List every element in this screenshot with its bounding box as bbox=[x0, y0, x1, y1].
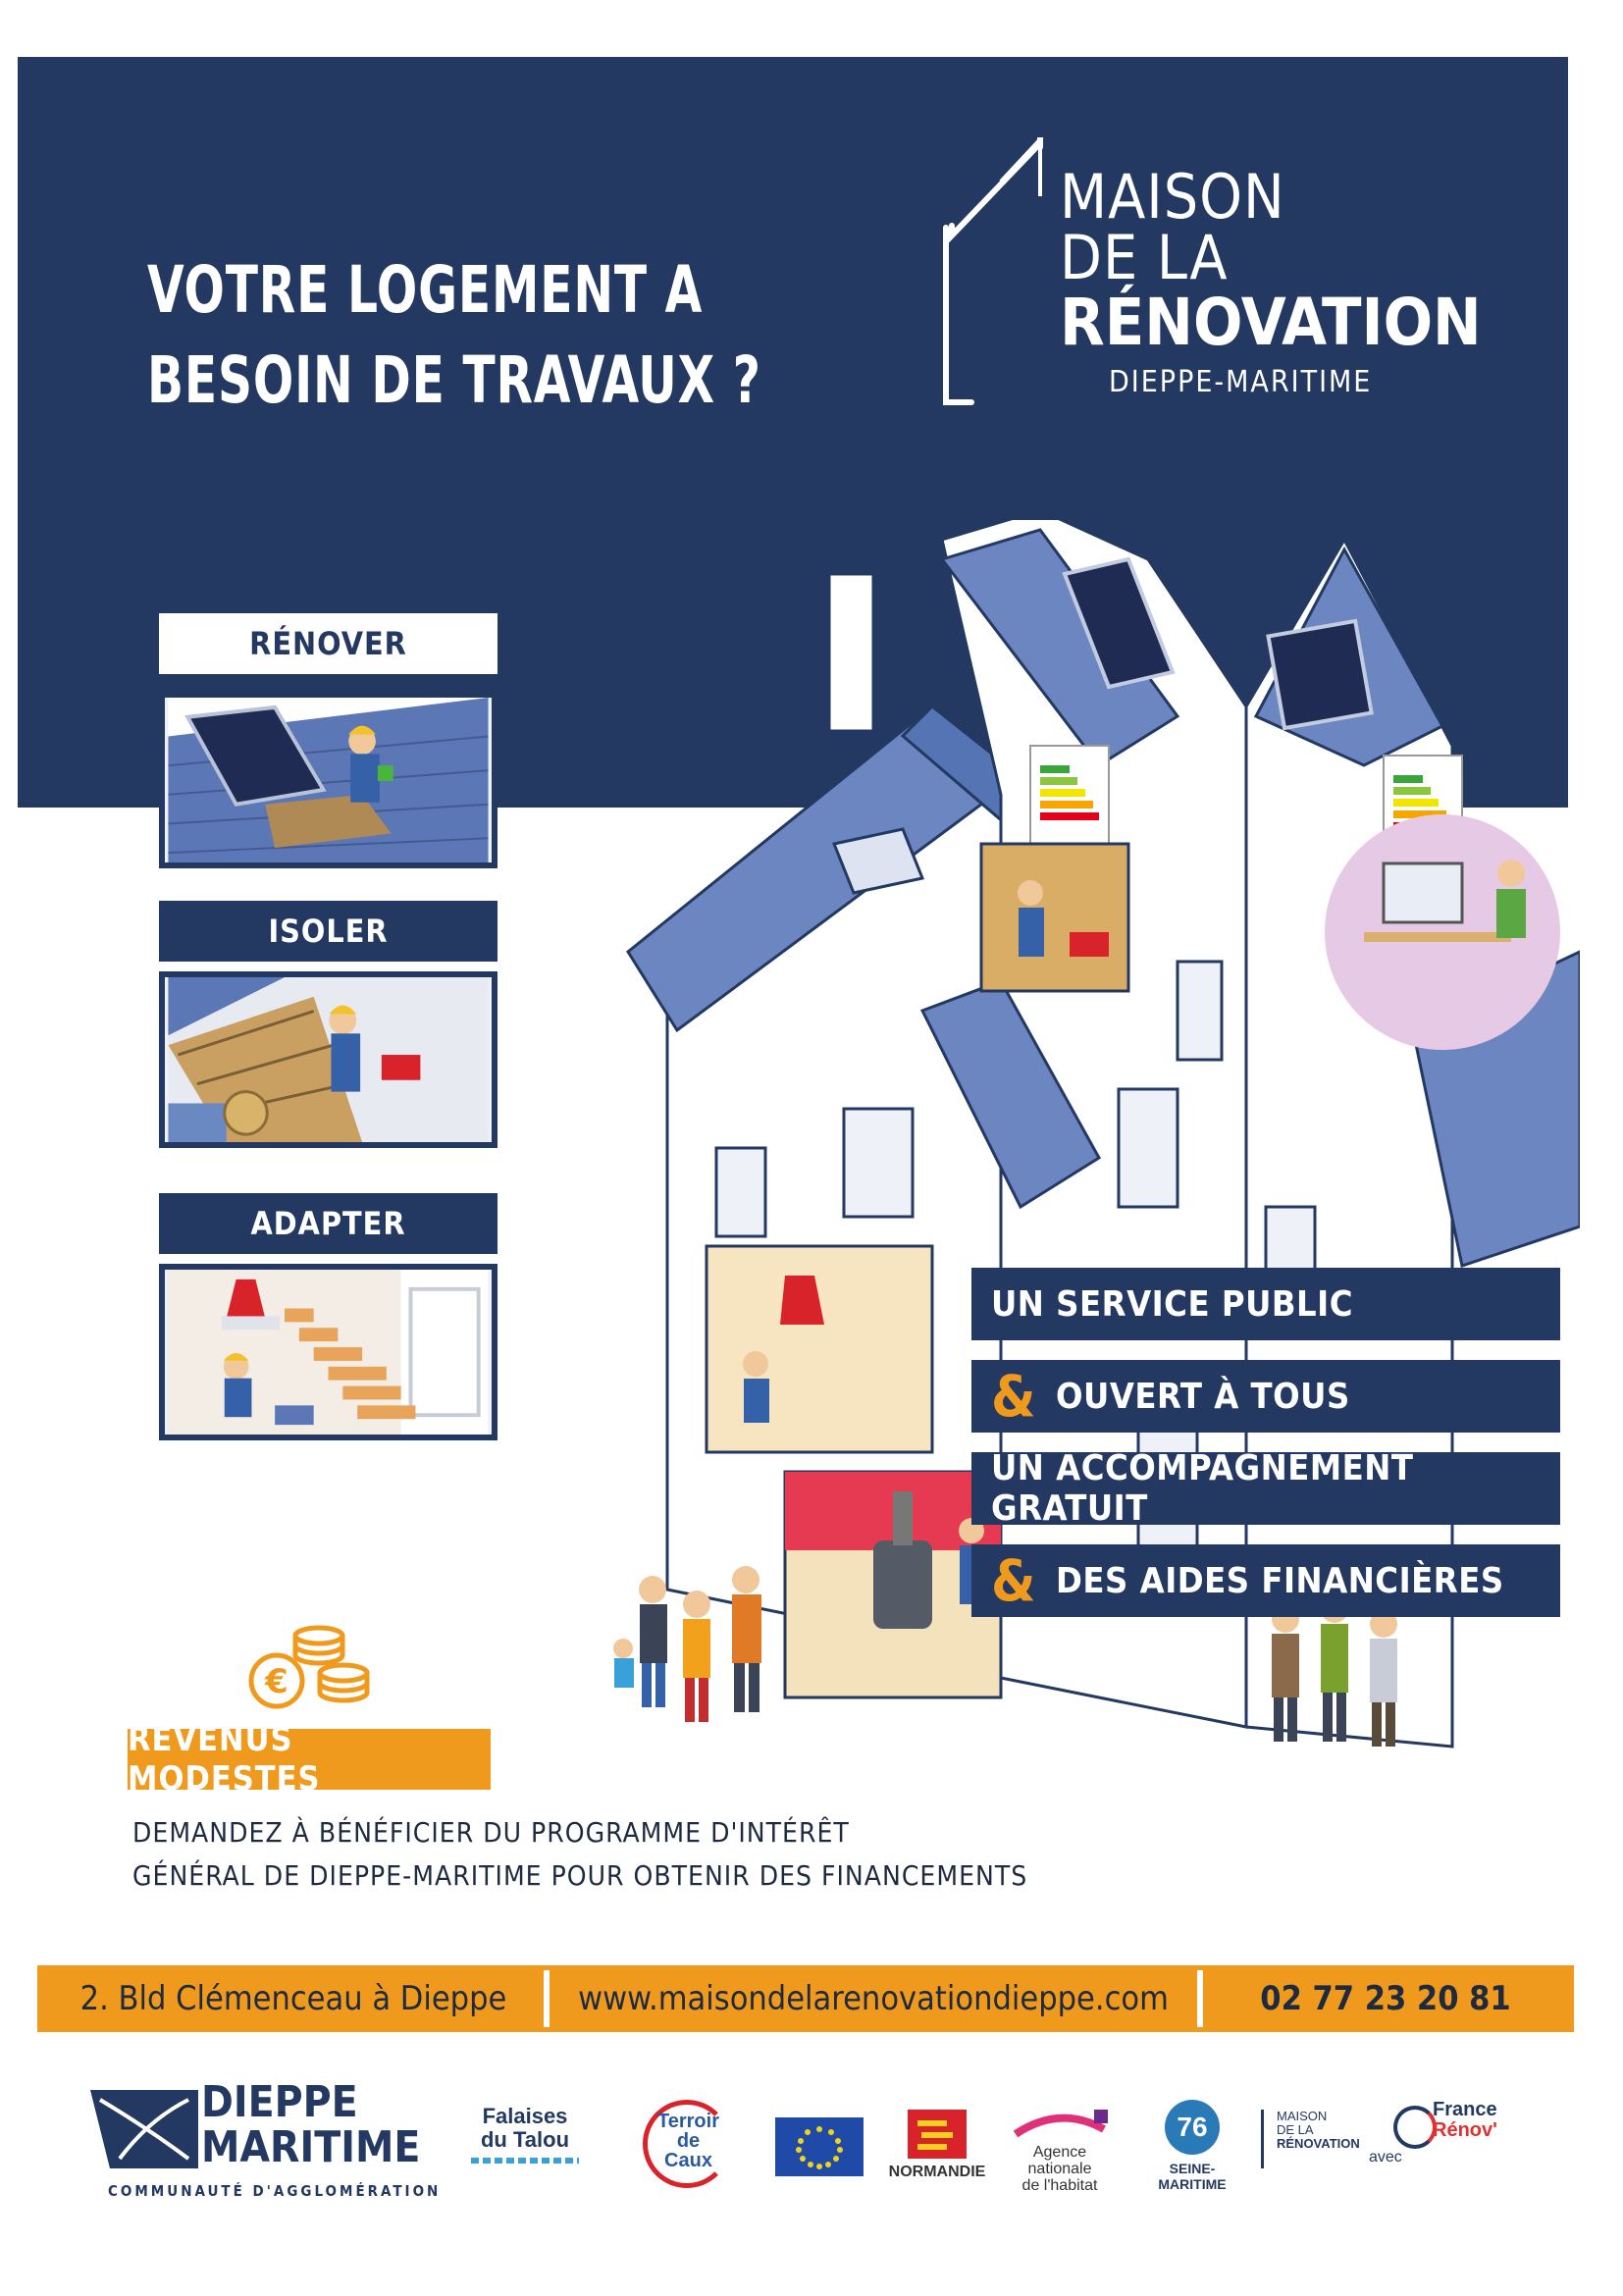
step-image-renover bbox=[159, 692, 497, 868]
dieppe-line-2: MARITIME bbox=[201, 2122, 421, 2172]
dieppe-line-1: DIEPPE bbox=[201, 2077, 358, 2127]
anah-line-2: nationale bbox=[1027, 2161, 1092, 2177]
phone-number[interactable]: 02 77 23 20 81 bbox=[1197, 1970, 1568, 2027]
step-image-adapter bbox=[159, 1264, 497, 1440]
attic-insulation-illustration bbox=[165, 977, 492, 1142]
terroir-de-caux-logo bbox=[638, 2100, 746, 2178]
logo-line-1: MAISON bbox=[1060, 161, 1285, 233]
mdr-line-3: RÉNOVATION bbox=[1277, 2136, 1360, 2151]
website-link[interactable]: www.maisondelarenovationdieppe.com bbox=[544, 1970, 1197, 2027]
terroir-line-3: Caux bbox=[664, 2150, 712, 2171]
logo-line-2: DE LA bbox=[1060, 222, 1229, 293]
france-renov-line-1: France bbox=[1433, 2099, 1497, 2120]
terroir-line-1: Terroir bbox=[657, 2111, 719, 2132]
anah-line-3: de l'habitat bbox=[1021, 2177, 1098, 2194]
maison-renovation-logo bbox=[1060, 161, 1482, 399]
anah-logo bbox=[1006, 2110, 1114, 2194]
dieppe-subtitle: COMMUNAUTÉ D'AGGLOMÉRATION bbox=[108, 2182, 442, 2200]
address: 2. Bld Clémenceau à Dieppe bbox=[43, 1970, 544, 2027]
ampersand-1: & bbox=[991, 1363, 1037, 1430]
banner-text-1: UN SERVICE PUBLIC bbox=[991, 1283, 1353, 1325]
avec-text: avec bbox=[1369, 2149, 1402, 2166]
step-image-isoler bbox=[159, 971, 497, 1148]
falaises-line-1: Falaises bbox=[482, 2104, 568, 2128]
anah-swoosh-icon bbox=[1011, 2110, 1109, 2139]
headline-line-1: VOTRE LOGEMENT A bbox=[147, 252, 704, 328]
normandie-flag-icon bbox=[908, 2110, 967, 2159]
seine-number-badge: 76 bbox=[1165, 2100, 1220, 2155]
banner-ouvert-a-tous bbox=[971, 1360, 1560, 1433]
normandie-text: NORMANDIE bbox=[888, 2164, 986, 2180]
dieppe-maritime-logo bbox=[108, 2077, 442, 2200]
banner-service-public bbox=[971, 1268, 1560, 1340]
step-label-renover: RÉNOVER bbox=[159, 613, 497, 674]
seine-maritime-logo bbox=[1138, 2100, 1246, 2192]
headline-line-2: BESOIN DE TRAVAUX ? bbox=[147, 342, 761, 418]
terroir-line-2: de bbox=[676, 2130, 701, 2152]
france-renov-ring-icon bbox=[1393, 2106, 1437, 2149]
logo-line-3: RÉNOVATION bbox=[1060, 285, 1482, 360]
eu-flag-icon bbox=[775, 2117, 864, 2176]
mdr-line-2: DE LA bbox=[1277, 2122, 1314, 2137]
step-label-isoler: ISOLER bbox=[159, 901, 497, 962]
logo-line-4: DIEPPE-MARITIME bbox=[1109, 365, 1373, 399]
stairlift-illustration bbox=[165, 1270, 492, 1435]
banner-text-2: OUVERT À TOUS bbox=[1056, 1376, 1350, 1417]
falaises-du-talou-logo bbox=[471, 2105, 579, 2164]
seine-text: SEINE-MARITIME bbox=[1158, 2161, 1227, 2192]
normandie-logo bbox=[888, 2110, 986, 2181]
banner-text-4: DES AIDES FINANCIÈRES bbox=[1056, 1560, 1504, 1601]
france-renov-logo bbox=[1393, 2100, 1521, 2141]
step-label-adapter: ADAPTER bbox=[159, 1193, 497, 1254]
revenus-description bbox=[132, 1811, 1027, 1898]
banner-accompagnement bbox=[971, 1448, 1560, 1529]
revenus-modestes-label: REVENUS MODESTES bbox=[128, 1729, 491, 1790]
falaises-waves bbox=[471, 2158, 579, 2164]
banner-aides bbox=[971, 1544, 1560, 1617]
banner-text-3: UN ACCOMPAGNEMENT GRATUIT bbox=[991, 1448, 1414, 1529]
revenus-line-2: GÉNÉRAL DE DIEPPE-MARITIME POUR OBTENIR DES FINANCEMENTS bbox=[132, 1859, 1028, 1892]
euro-coins-icon bbox=[245, 1624, 373, 1712]
france-renov-line-2: Rénov' bbox=[1433, 2119, 1497, 2141]
ampersand-2: & bbox=[991, 1547, 1037, 1614]
revenus-line-1: DEMANDEZ À BÉNÉFICIER DU PROGRAMME D'INTÉRÊT bbox=[132, 1816, 850, 1849]
house-outline-icon bbox=[932, 137, 1050, 412]
mdr-small-logo bbox=[1261, 2110, 1369, 2151]
svg-text:€: € bbox=[265, 1662, 288, 1701]
mdr-small-house-icon bbox=[1261, 2110, 1272, 2168]
anah-line-1: Agence bbox=[1032, 2144, 1087, 2161]
falaises-line-2: du Talou bbox=[480, 2127, 570, 2152]
roof-solar-illustration bbox=[165, 698, 492, 862]
terroir-text bbox=[657, 2112, 719, 2170]
headline bbox=[147, 245, 761, 426]
mdr-line-1: MAISON bbox=[1277, 2109, 1328, 2123]
